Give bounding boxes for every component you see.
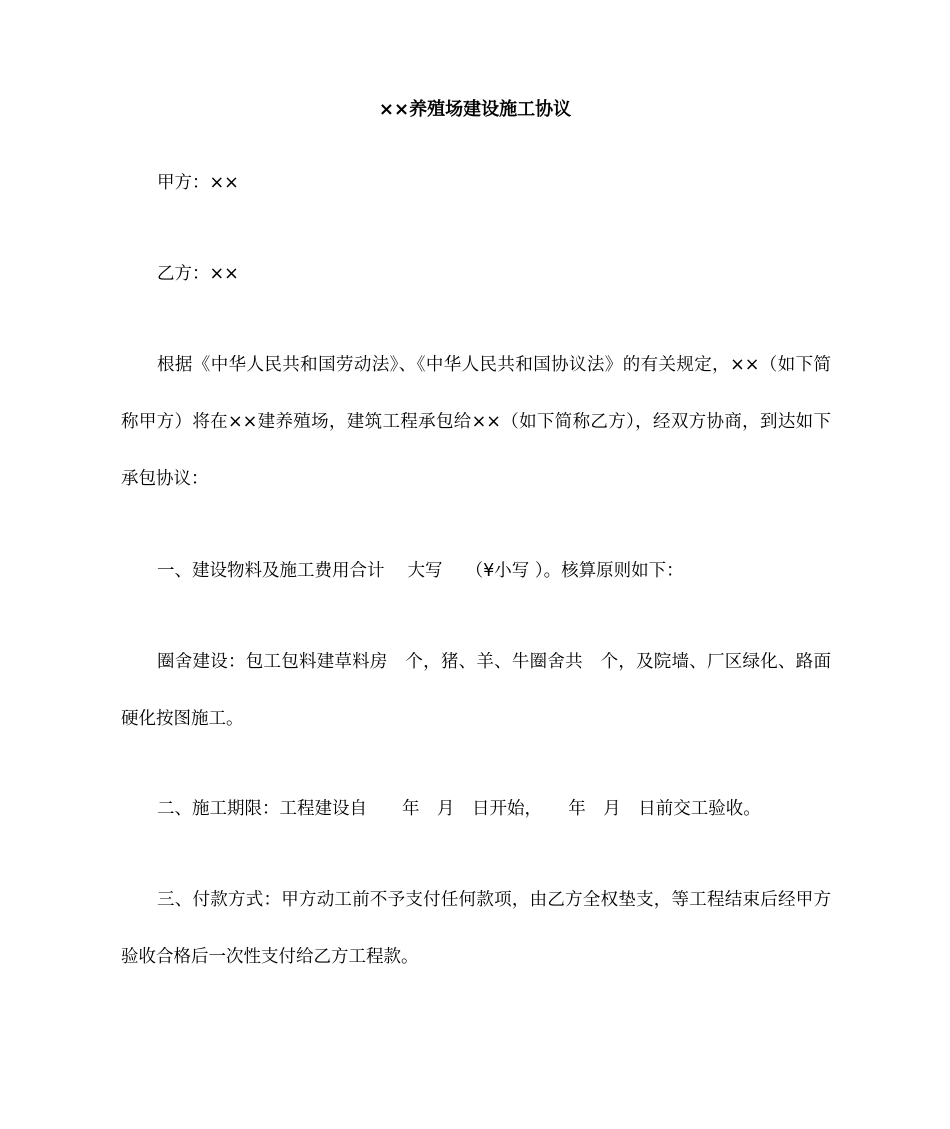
document-title: ××养殖场建设施工协议: [378, 99, 572, 120]
clause-two-paragraph: 二、施工期限：工程建设自 年 月 日开始， 年 月 日前交工验收。: [157, 799, 761, 819]
party-b-line: 乙方：××: [157, 264, 239, 284]
clause-three-paragraph: 三、付款方式：甲方动工前不予支付任何款项，由乙方全权垫支，等工程结束后经甲方验收合格后一次性支付给乙方工程款。: [121, 890, 831, 967]
intro-paragraph: 根据《中华人民共和国劳动法》、《中华人民共和国协议法》的有关规定，××（如下简称甲方）将在××建养殖场，建筑工程承包给××（如下简称乙方），经双方协商，到达如下承包协议：: [121, 355, 831, 489]
party-a-line: 甲方：××: [157, 173, 239, 193]
pen-construction-paragraph: 圈舍建设：包工包料建草料房 个，猪、羊、牛圈舍共 个，及院墙、厂区绿化、路面硬化按图施工。: [121, 652, 831, 729]
clause-one-paragraph: 一、建设物料及施工费用合计 大写 （¥小写 ）。核算原则如下：: [157, 561, 684, 581]
